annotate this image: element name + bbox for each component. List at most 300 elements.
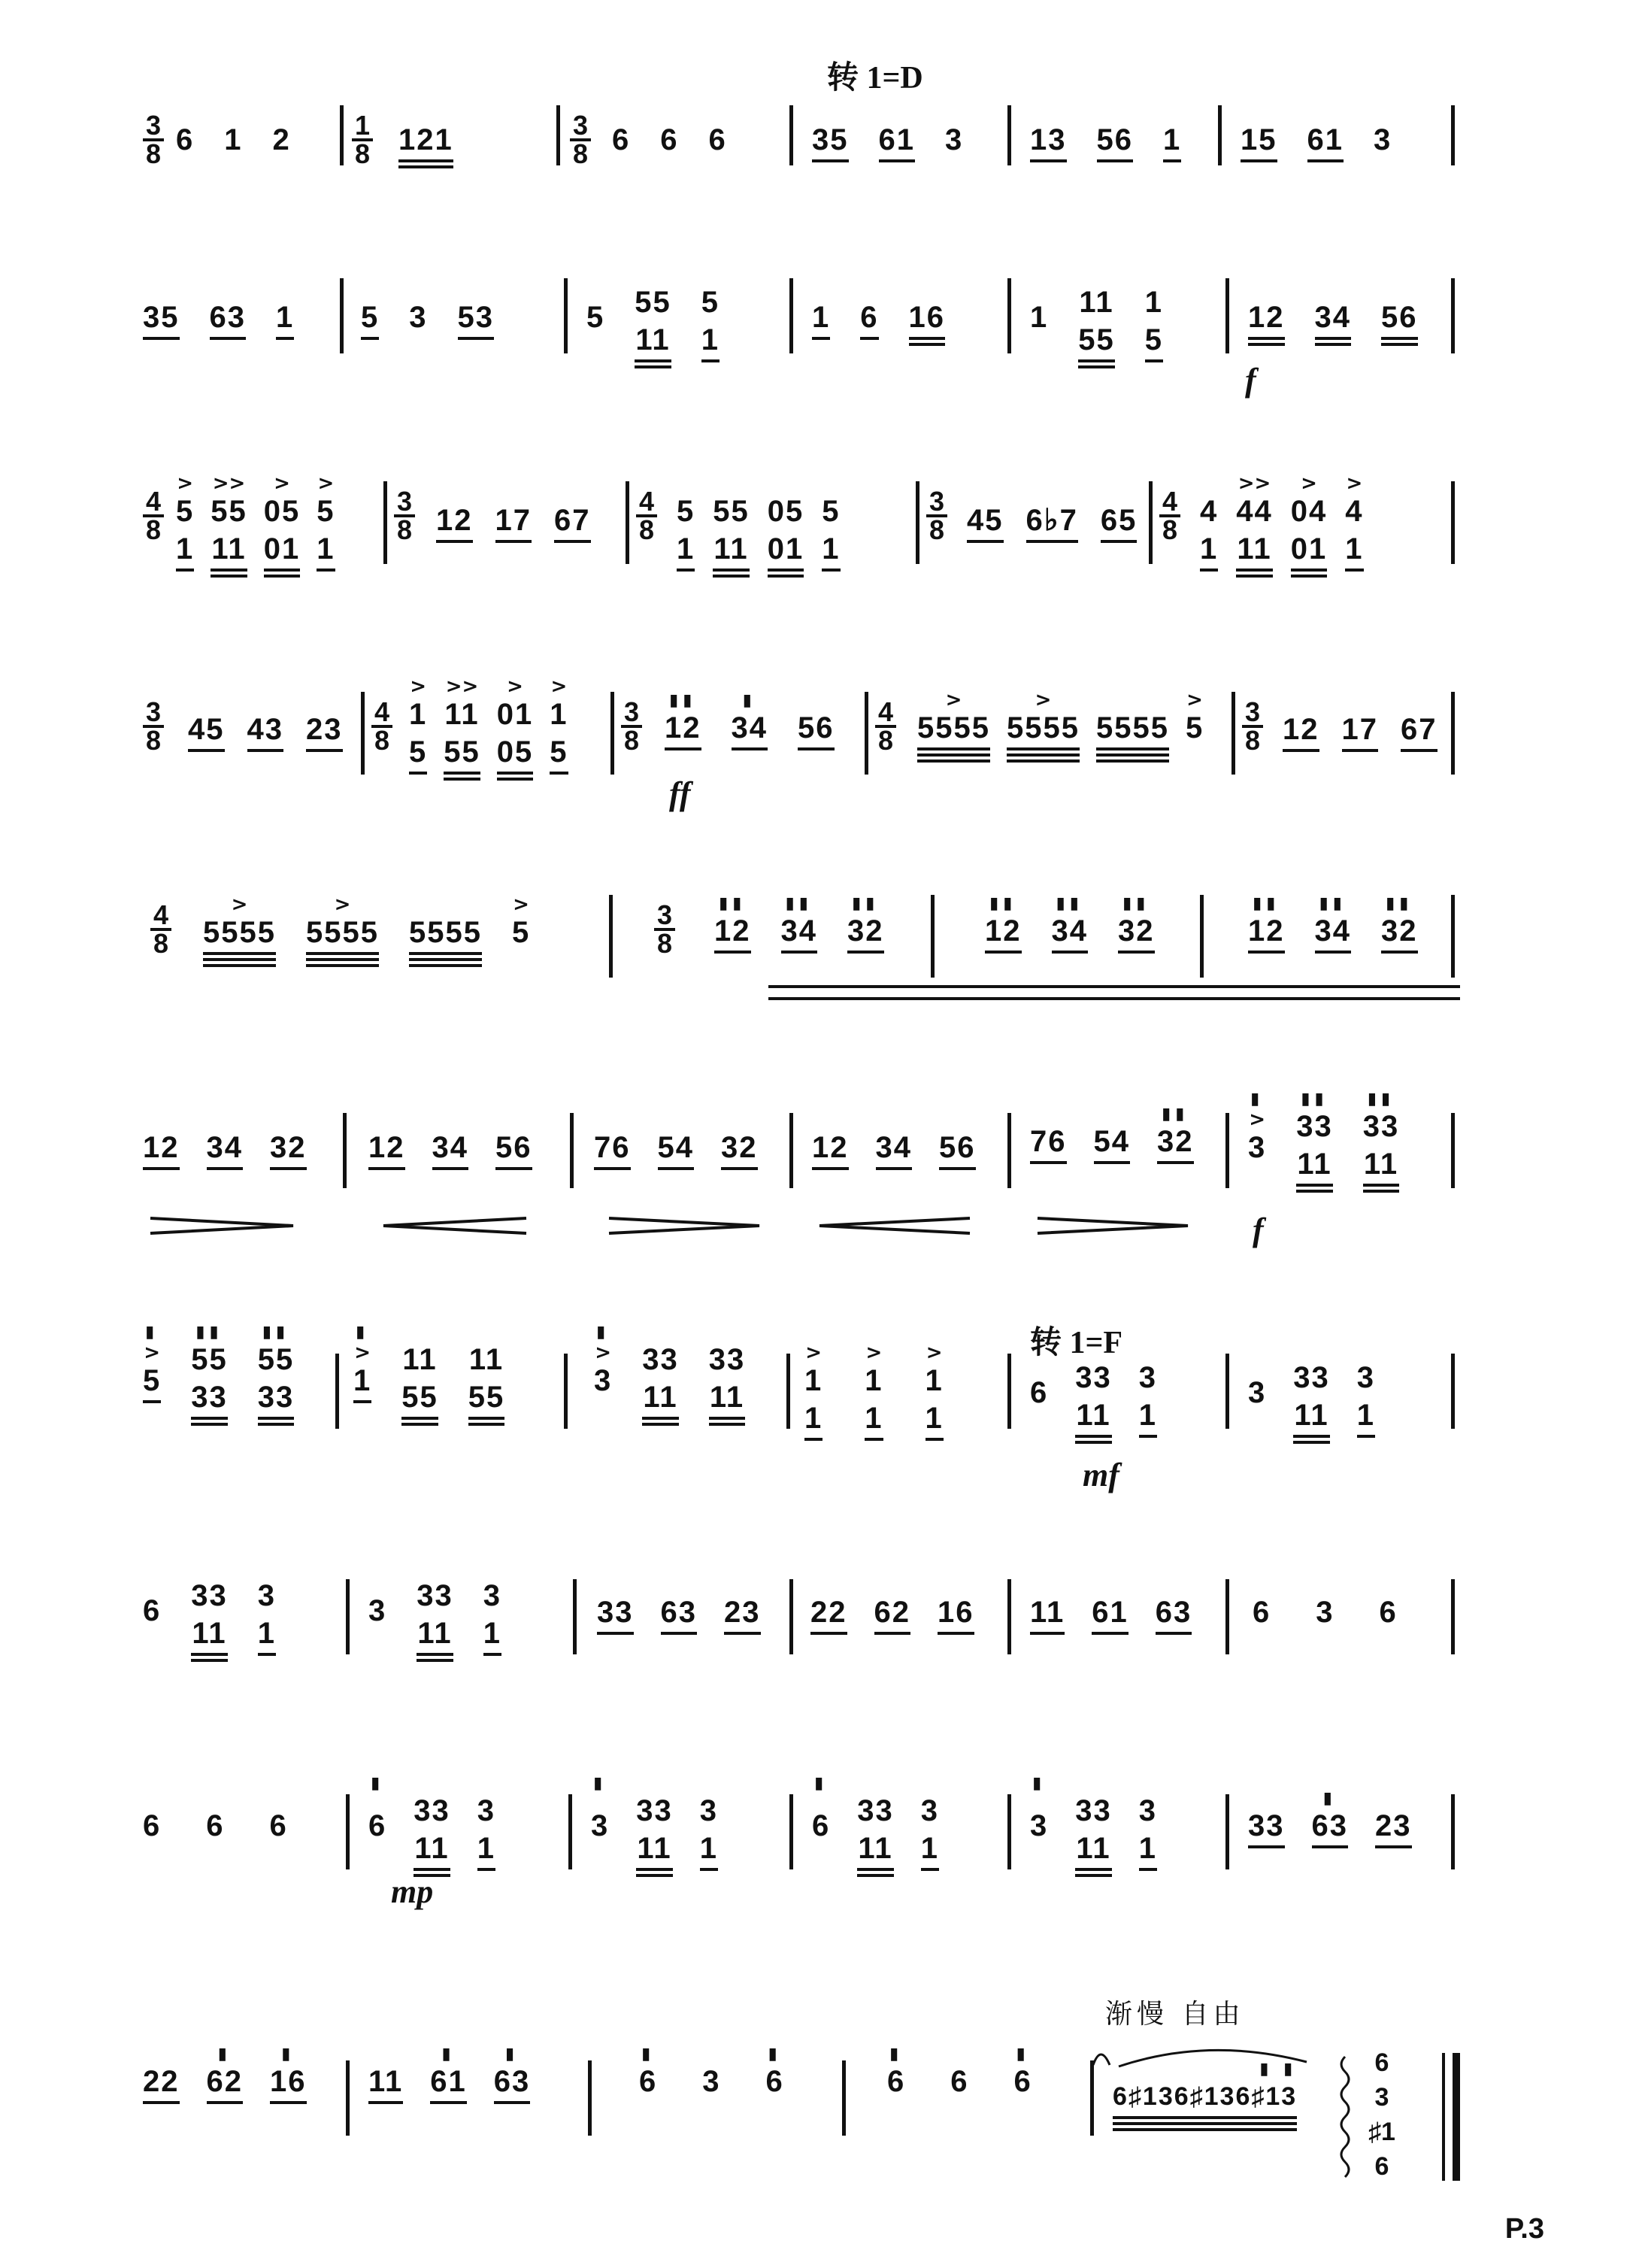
note: ▮ 61 bbox=[430, 2045, 467, 2104]
measure bbox=[665, 692, 835, 750]
note: 56 bbox=[495, 1131, 532, 1170]
note: ▮ 6 bbox=[765, 2045, 784, 2098]
measure bbox=[591, 1775, 718, 1877]
note: 63 bbox=[1156, 1596, 1192, 1635]
note: 22 bbox=[143, 2045, 180, 2104]
crescendo-hairpin bbox=[383, 1218, 526, 1233]
note-stack: 33 11 bbox=[636, 1775, 673, 1877]
note: 1 bbox=[812, 301, 830, 340]
note: ▮ > 1 bbox=[353, 1324, 371, 1403]
barline bbox=[1007, 1794, 1011, 1869]
note: 11 bbox=[1030, 1596, 1065, 1635]
time-signature: 3 8 bbox=[1242, 699, 1263, 753]
note-stack: 33 11 bbox=[857, 1775, 894, 1877]
note: 5 bbox=[586, 301, 605, 334]
note: ▮ 16 bbox=[270, 2045, 307, 2104]
barline bbox=[1007, 1113, 1011, 1188]
time-signature: 3 8 bbox=[143, 113, 164, 167]
note: 53 bbox=[458, 301, 495, 340]
note: ▮ 3 bbox=[591, 1774, 610, 1842]
measure bbox=[1030, 1775, 1157, 1877]
note: 56 bbox=[1097, 123, 1134, 162]
note: 13 bbox=[1030, 123, 1067, 162]
note: 62 bbox=[874, 1596, 911, 1635]
dynamic-marking: f bbox=[1253, 1211, 1264, 1248]
barline bbox=[343, 1113, 347, 1188]
note-stack: 33 11 bbox=[642, 1324, 679, 1426]
measure bbox=[1030, 1361, 1157, 1444]
measure bbox=[176, 474, 335, 578]
note: 33 bbox=[1248, 1790, 1285, 1848]
note: 6 bbox=[143, 1594, 162, 1627]
note: > 5 bbox=[511, 893, 531, 949]
note: 23 bbox=[1375, 1790, 1412, 1848]
measure bbox=[714, 895, 884, 954]
measure bbox=[398, 123, 453, 168]
note: 12 bbox=[368, 1131, 405, 1170]
note-stack: >> 55 11 bbox=[211, 474, 247, 578]
measure bbox=[353, 1324, 504, 1426]
measure bbox=[594, 1324, 745, 1426]
time-signature: 3 8 bbox=[143, 699, 164, 753]
note: 16 bbox=[909, 301, 946, 346]
barline bbox=[346, 2060, 350, 2136]
note: 3 bbox=[1374, 123, 1392, 156]
measure bbox=[1283, 713, 1438, 752]
measure bbox=[677, 495, 841, 578]
barline bbox=[1451, 1579, 1455, 1654]
arpeggio-icon bbox=[1334, 2053, 1356, 2188]
barline bbox=[789, 1579, 793, 1654]
decrescendo-hairpin bbox=[1038, 1218, 1188, 1233]
note: ▮ 63 bbox=[494, 2045, 531, 2104]
barline bbox=[1225, 1794, 1229, 1869]
note: 32 bbox=[270, 1131, 307, 1170]
note: 33 bbox=[597, 1596, 634, 1635]
note-stack: 33 11 bbox=[414, 1775, 450, 1877]
note-stack: 3 1 bbox=[921, 1775, 939, 1871]
note-stack: 5 1 bbox=[822, 495, 840, 572]
note: ▮ 62 bbox=[207, 2045, 244, 2104]
barline bbox=[1007, 105, 1011, 165]
measure bbox=[967, 504, 1137, 543]
note-stack: 3 1 bbox=[1139, 1775, 1157, 1871]
note: 1 bbox=[1030, 301, 1049, 334]
note: ▮▮ 34 bbox=[781, 895, 818, 954]
measure bbox=[804, 1343, 944, 1441]
dynamic-marking: f bbox=[1245, 362, 1256, 399]
note: 1 bbox=[1163, 123, 1181, 162]
note: 34 bbox=[207, 1131, 244, 1170]
note: ▮ > 5 bbox=[143, 1324, 161, 1403]
barline bbox=[383, 481, 387, 564]
time-signature: 3 8 bbox=[394, 489, 415, 543]
note: 35 bbox=[143, 301, 180, 340]
final-barline-thick bbox=[1453, 2053, 1460, 2181]
barline bbox=[1225, 1354, 1229, 1429]
barline bbox=[564, 278, 568, 353]
measure bbox=[143, 301, 294, 340]
measure bbox=[176, 123, 291, 156]
time-signature: 3 8 bbox=[570, 113, 591, 167]
note: 3 bbox=[702, 2065, 721, 2098]
note-stack: 4 1 bbox=[1200, 474, 1218, 572]
measure bbox=[812, 301, 945, 346]
note: 76 bbox=[594, 1131, 631, 1170]
barline bbox=[789, 1113, 793, 1188]
note: 11 bbox=[368, 2045, 403, 2104]
note-stack: > 1 1 bbox=[926, 1343, 944, 1441]
note: 6 bbox=[612, 123, 631, 156]
note-stack: > 1 1 bbox=[804, 1343, 823, 1441]
note-stack: 05 01 bbox=[768, 495, 804, 578]
time-signature: 4 8 bbox=[875, 699, 896, 753]
measure bbox=[1030, 123, 1181, 162]
measure bbox=[361, 301, 494, 340]
note-stack: 33 11 bbox=[1075, 1775, 1112, 1877]
measure bbox=[1200, 474, 1364, 578]
note-stack: > 01 05 bbox=[497, 677, 534, 781]
note: 63 bbox=[210, 301, 247, 340]
barline bbox=[1007, 278, 1011, 353]
barline bbox=[346, 1794, 350, 1869]
barline bbox=[588, 2060, 592, 2136]
note-stack: 5 1 bbox=[677, 495, 695, 572]
barline bbox=[1149, 481, 1153, 564]
note: ▮ 6 bbox=[639, 2045, 658, 2098]
barline bbox=[931, 895, 935, 978]
measure bbox=[368, 1131, 532, 1170]
note: 6 bbox=[1253, 1596, 1271, 1629]
measure bbox=[612, 123, 727, 156]
note: 17 bbox=[495, 504, 532, 543]
note: 6 bbox=[708, 123, 727, 156]
note: > 5555 bbox=[1007, 690, 1080, 763]
note-stack: 33 11 bbox=[191, 1579, 228, 1662]
measure bbox=[143, 1324, 294, 1426]
note: 6 bbox=[1030, 1376, 1049, 1409]
note-stack: > 4 1 bbox=[1345, 474, 1363, 572]
decrescendo-hairpin bbox=[150, 1218, 293, 1233]
note: 12 bbox=[812, 1131, 849, 1170]
measure bbox=[368, 1775, 495, 1877]
barline bbox=[1232, 692, 1235, 775]
measure bbox=[1248, 1361, 1375, 1444]
note: 56 bbox=[939, 1131, 976, 1170]
note-stack: 11 55 bbox=[401, 1324, 438, 1426]
measure bbox=[812, 1131, 976, 1170]
note: ▮▮ 32 bbox=[1157, 1105, 1194, 1164]
note: > 5555 bbox=[203, 895, 276, 967]
final-barline-thin bbox=[1442, 2053, 1445, 2181]
barline bbox=[568, 1794, 572, 1869]
measure bbox=[1241, 123, 1392, 162]
barline bbox=[865, 692, 868, 775]
note: ▮ 63 bbox=[1312, 1790, 1349, 1848]
note: 5 bbox=[361, 301, 379, 340]
measure bbox=[1030, 286, 1163, 368]
note: ▮ 6 bbox=[812, 1774, 831, 1842]
note-stack: 3 1 bbox=[483, 1579, 501, 1656]
note: > 5555 bbox=[917, 690, 990, 763]
note: 76 bbox=[1030, 1105, 1067, 1164]
page-number: P.3 bbox=[1504, 2213, 1544, 2245]
note-stack: 3 1 bbox=[1357, 1361, 1375, 1438]
note: 54 bbox=[658, 1131, 695, 1170]
measure bbox=[586, 286, 720, 368]
measure bbox=[1248, 1090, 1399, 1193]
note-stack: 33 11 bbox=[709, 1324, 746, 1426]
note-stack: ▮▮ 33 11 bbox=[1296, 1090, 1333, 1193]
barline bbox=[1451, 481, 1455, 564]
barline bbox=[786, 1354, 790, 1429]
barline bbox=[340, 105, 344, 165]
note-stack: > 5 1 bbox=[317, 474, 335, 572]
note: 63 bbox=[661, 1596, 698, 1635]
time-signature: 4 8 bbox=[636, 489, 657, 543]
barline bbox=[1225, 1579, 1229, 1654]
measure bbox=[1030, 1105, 1194, 1164]
measure bbox=[812, 1775, 939, 1877]
note: 12 bbox=[1248, 301, 1285, 346]
barline bbox=[1451, 278, 1455, 353]
barline bbox=[1007, 1579, 1011, 1654]
note-stack: ▮▮ 55 33 bbox=[258, 1324, 295, 1426]
note-stack: > 05 01 bbox=[264, 474, 301, 578]
note: 3 bbox=[1248, 1376, 1267, 1409]
note: ▮▮ 32 bbox=[847, 895, 884, 954]
note: 34 bbox=[1315, 301, 1352, 346]
measure bbox=[1113, 2060, 1297, 2131]
measure bbox=[368, 2045, 530, 2104]
note-stack: ▮▮ 55 33 bbox=[191, 1324, 228, 1426]
note-stack: 5 1 bbox=[701, 286, 720, 362]
time-signature: 4 8 bbox=[371, 699, 392, 753]
barline bbox=[340, 278, 344, 353]
note: 3 bbox=[368, 1594, 387, 1627]
note-stack: 55 11 bbox=[713, 495, 750, 578]
note-stack: > 5 1 bbox=[176, 474, 194, 572]
crescendo-hairpin bbox=[819, 1218, 970, 1233]
barline bbox=[916, 481, 919, 564]
barline bbox=[610, 692, 614, 775]
barline bbox=[1451, 1794, 1455, 1869]
measure bbox=[188, 713, 343, 752]
barline bbox=[626, 481, 629, 564]
note: 65 bbox=[1101, 504, 1138, 543]
note-stack: >> 11 55 bbox=[444, 677, 480, 781]
barline bbox=[556, 105, 560, 165]
section-rule bbox=[768, 985, 1460, 988]
note: ▮▮ 32 bbox=[1381, 895, 1418, 954]
barline bbox=[789, 278, 793, 353]
note: 6 bbox=[860, 301, 878, 340]
barline bbox=[361, 692, 365, 775]
note-stack: 11 55 bbox=[1078, 286, 1115, 368]
note: ▮▮ 34 bbox=[1052, 895, 1089, 954]
note-stack: > 1 1 bbox=[865, 1343, 883, 1441]
key-change-f: 转 1=F bbox=[1030, 1326, 1123, 1360]
note: 67 bbox=[1401, 713, 1438, 752]
dynamic-marking: mf bbox=[1083, 1457, 1119, 1493]
barline bbox=[1200, 895, 1204, 978]
barline bbox=[842, 2060, 846, 2136]
barline bbox=[609, 895, 613, 978]
note: 45 bbox=[188, 713, 225, 752]
note: > 5 bbox=[1185, 689, 1204, 744]
measure bbox=[143, 2045, 307, 2104]
note: 5555 bbox=[409, 895, 482, 967]
note: ▮▮ 12 bbox=[714, 895, 751, 954]
measure bbox=[917, 690, 1204, 763]
measure bbox=[143, 1809, 288, 1842]
note: 43 bbox=[247, 713, 284, 752]
measure bbox=[594, 1131, 758, 1170]
note: 34 bbox=[876, 1131, 913, 1170]
note: 67 bbox=[554, 504, 591, 543]
note: 15 bbox=[1241, 123, 1277, 162]
note: ▮ ▮ 6♯136♯136♯13 bbox=[1113, 2060, 1297, 2131]
note: 6 bbox=[1379, 1596, 1398, 1629]
note-stack: 33 11 bbox=[1075, 1361, 1112, 1444]
note-stack: > 1 5 bbox=[550, 677, 568, 775]
note-stack: >> 44 11 bbox=[1236, 474, 1273, 578]
final-chord: 6 3 ♯1 6 bbox=[1368, 2048, 1395, 2181]
barline bbox=[564, 1354, 568, 1429]
note: 56 bbox=[798, 692, 835, 750]
measure bbox=[368, 1579, 501, 1662]
note: ▮ > 3 bbox=[594, 1323, 613, 1397]
note: 23 bbox=[724, 1596, 761, 1635]
measure bbox=[143, 1131, 307, 1170]
note: 45 bbox=[967, 504, 1004, 543]
note: 61 bbox=[879, 123, 916, 162]
measure bbox=[887, 2045, 1032, 2098]
measure bbox=[1030, 1596, 1192, 1635]
note: 6 bbox=[206, 1809, 225, 1842]
measure bbox=[409, 677, 568, 781]
note: > 5555 bbox=[306, 895, 379, 967]
note-stack: ▮▮ 33 11 bbox=[1363, 1090, 1400, 1193]
note: ▮▮ 34 bbox=[1315, 895, 1352, 954]
note: ▮ 6 bbox=[368, 1774, 387, 1842]
measure bbox=[1253, 1596, 1398, 1629]
note-stack: 3 1 bbox=[477, 1775, 495, 1871]
measure bbox=[1248, 895, 1418, 954]
note: 3 bbox=[945, 123, 964, 156]
decrescendo-hairpin bbox=[609, 1218, 759, 1233]
note: 34 bbox=[432, 1131, 469, 1170]
note: ▮▮ 32 bbox=[1118, 895, 1155, 954]
barline bbox=[1451, 105, 1455, 165]
note: ▮ 6 bbox=[887, 2045, 906, 2098]
time-signature: 3 8 bbox=[621, 699, 642, 753]
note: 3 bbox=[1316, 1596, 1335, 1629]
note-stack: > 1 5 bbox=[409, 677, 427, 775]
note: 6 bbox=[660, 123, 679, 156]
time-signature: 4 8 bbox=[150, 902, 171, 957]
note-stack: 11 55 bbox=[468, 1324, 505, 1426]
note: 3 bbox=[409, 301, 428, 334]
note: 16 bbox=[938, 1596, 974, 1635]
note: ▮ 6 bbox=[1013, 2045, 1032, 2098]
note: 6 bbox=[950, 2065, 969, 2098]
measure bbox=[203, 895, 530, 967]
barline bbox=[1225, 1113, 1229, 1188]
note-stack: 3 1 bbox=[258, 1579, 276, 1656]
time-signature: 1 8 bbox=[352, 113, 373, 167]
note: 12 bbox=[143, 1131, 180, 1170]
note: ▮▮ 12 bbox=[1248, 895, 1285, 954]
note: 6 bbox=[269, 1809, 288, 1842]
note-stack: 3 1 bbox=[1139, 1361, 1157, 1438]
barline bbox=[1218, 105, 1222, 165]
measure bbox=[639, 2045, 784, 2098]
measure bbox=[597, 1596, 761, 1635]
note: 32 bbox=[721, 1131, 758, 1170]
note: 56 bbox=[1381, 301, 1418, 346]
barline bbox=[573, 1579, 577, 1654]
note: 121 bbox=[398, 123, 453, 168]
note: ▮▮ 12 bbox=[665, 692, 701, 750]
time-signature: 4 8 bbox=[1159, 489, 1180, 543]
barline bbox=[789, 105, 793, 165]
note: 17 bbox=[1342, 713, 1379, 752]
barline bbox=[335, 1354, 339, 1429]
barline bbox=[346, 1579, 350, 1654]
note: 23 bbox=[306, 713, 343, 752]
time-signature: 4 8 bbox=[143, 489, 164, 543]
note: 5555 bbox=[1096, 690, 1169, 763]
measure bbox=[812, 123, 963, 162]
note-stack: 33 11 bbox=[1293, 1361, 1330, 1444]
measure bbox=[810, 1596, 974, 1635]
measure bbox=[436, 504, 591, 543]
note: 1 bbox=[224, 123, 243, 156]
note-stack: 1 5 bbox=[1145, 286, 1163, 362]
measure bbox=[985, 895, 1155, 954]
fermata-icon bbox=[1093, 2054, 1110, 2065]
note: 12 bbox=[436, 504, 473, 543]
note-stack: 33 11 bbox=[417, 1579, 453, 1662]
note: ▮▮ 12 bbox=[985, 895, 1022, 954]
barline bbox=[789, 1794, 793, 1869]
barline bbox=[1451, 895, 1455, 978]
dynamic-marking: ff bbox=[669, 775, 691, 812]
dynamic-marking: mp bbox=[391, 1873, 434, 1910]
measure bbox=[143, 1579, 276, 1662]
note: 1 bbox=[276, 301, 294, 340]
time-signature: 3 8 bbox=[654, 902, 675, 957]
note: 6♭7 bbox=[1026, 504, 1078, 543]
barline bbox=[570, 1113, 574, 1188]
hairpin-group bbox=[143, 1211, 1241, 1241]
note-stack: 55 11 bbox=[635, 286, 671, 368]
note: ▮ 34 bbox=[732, 692, 768, 750]
measure bbox=[1248, 1790, 1412, 1848]
note: 6 bbox=[176, 123, 195, 156]
note: 22 bbox=[810, 1596, 847, 1635]
note: ▮ > 3 bbox=[1248, 1090, 1267, 1164]
barline bbox=[1225, 278, 1229, 353]
note: 61 bbox=[1092, 1596, 1128, 1635]
barline bbox=[1007, 1354, 1011, 1429]
time-signature: 3 8 bbox=[926, 489, 947, 543]
note: 12 bbox=[1283, 713, 1319, 752]
tempo-marking: 渐慢 自由 bbox=[1105, 1999, 1245, 2030]
note: 54 bbox=[1094, 1105, 1131, 1164]
measure bbox=[1248, 301, 1418, 346]
